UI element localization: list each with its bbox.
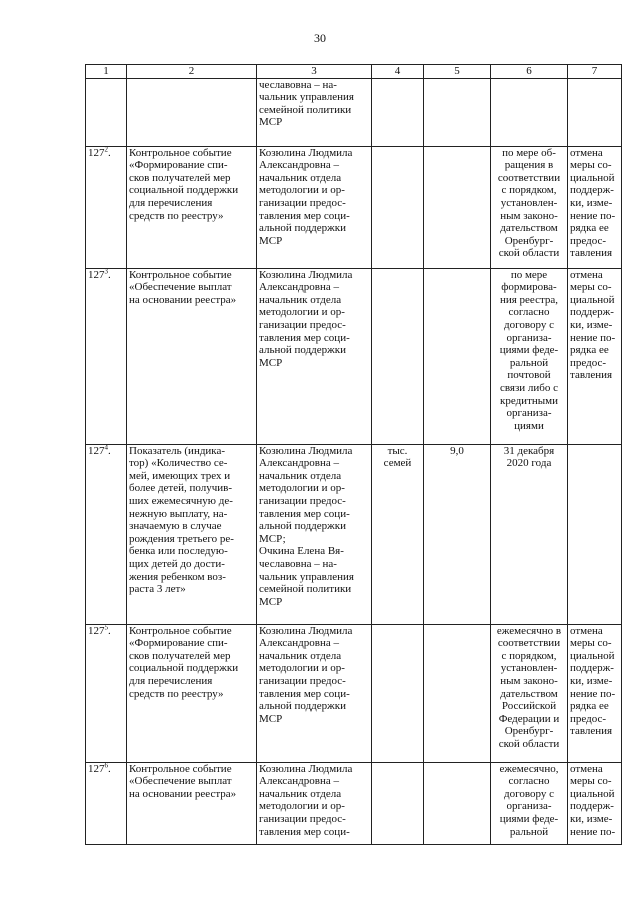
row-number-sup: 2 [104,146,108,153]
row-number-cell: $127^4$. [86,444,127,624]
header-row [86,65,622,79]
unit-text: тыс. семей [383,444,412,470]
risk-text: отмена меры со- циальной поддерж- ки, изме- нение по- [570,762,616,838]
row-number-cell [86,78,127,146]
table-row [86,78,622,146]
value-cell [424,146,491,268]
responsible-cell [257,146,372,268]
unit-cell [372,444,424,624]
risk-cell [568,78,622,146]
row-number-cell: $127^5$. [86,624,127,762]
deadline-cell [491,762,568,844]
risk-cell [568,624,622,762]
table-row [86,624,622,762]
deadline-cell [491,268,568,444]
data-table [85,64,622,845]
row-number-cell: $127^2$. [86,146,127,268]
row-number-sup: 5 [104,624,108,631]
name-cell [127,146,257,268]
risk-cell [568,444,622,624]
header-cell: 5 [424,65,491,79]
event-name: Контрольное событие «Обеспечение выплат на основании реестра» [129,268,237,306]
deadline-cell [491,624,568,762]
row-number: 127 [88,268,105,281]
deadline-cell [491,78,568,146]
responsible-text: чеславовна – на- чальник управления семейной политики МСР [259,78,354,129]
event-name: Контрольное событие «Формирование спи- сков получателей мер социальной поддержки для перечисления средств по реестру» [129,146,239,222]
name-cell [127,78,257,146]
deadline-text: по мере об- ращения в соответствии с порядком, установлен- ным законо- дательством Оренбург- ской области [497,146,561,260]
table-row [86,268,622,444]
row-number: 127 [88,146,105,159]
responsible-text: Козюлина Людмила Александровна – начальник отдела методологии и ор- ганизации предос- тавления мер соци- альной поддержки МСР [259,268,353,369]
deadline-text: 31 декабря 2020 года [503,444,555,470]
event-name: Контрольное событие «Формирование спи- сков получателей мер социальной поддержки для перечисления средств по реестру» [129,624,239,700]
page-number: 30 [314,31,326,45]
name-cell [127,268,257,444]
name-cell [127,444,257,624]
deadline-text: ежемесячно в соответствии с порядком, установлен- ным законо- дательством Российской Федерации и Оренбург- ской области [496,624,562,750]
deadline-text: ежемесячно, согласно договору с организа- циями феде- ральной [499,762,559,838]
row-number: 127 [88,624,105,637]
name-cell [127,624,257,762]
responsible-cell [257,624,372,762]
unit-cell [372,78,424,146]
responsible-cell [257,762,372,844]
value-text: 9,0 [450,444,464,457]
event-name: Контрольное событие «Обеспечение выплат на основании реестра» [129,762,237,800]
responsible-text: Козюлина Людмила Александровна – начальник отдела методологии и ор- ганизации предос- тавления мер соци- альной поддержки МСР; Очкина Елена Вя- чеславовна – на- чальник управления семейной политики МСР [259,444,354,608]
header-cell: 7 [568,65,622,79]
row-number-sup: 6 [104,762,108,769]
responsible-cell [257,78,372,146]
header-cell: 4 [372,65,424,79]
row-number-cell: $127^6$. [86,762,127,844]
name-cell [127,762,257,844]
responsible-cell [257,268,372,444]
table-row [86,444,622,624]
unit-cell [372,762,424,844]
risk-text: отмена меры со- циальной поддерж- ки, изме- нение по- рядка ее предос- тавления [570,146,616,260]
header-cell: 1 [86,65,127,79]
row-number-sup: 3 [104,268,108,275]
value-cell [424,624,491,762]
unit-cell [372,624,424,762]
risk-cell [568,268,622,444]
row-number: 127 [88,444,105,457]
risk-text: отмена меры со- циальной поддерж- ки, изме- нение по- рядка ее предос- тавления [570,268,616,382]
header-cell: 6 [491,65,568,79]
unit-cell [372,268,424,444]
risk-cell [568,146,622,268]
value-cell [424,78,491,146]
responsible-text: Козюлина Людмила Александровна – начальник отдела методологии и ор- ганизации предос- тавления мер соци- альной поддержки МСР [259,146,353,247]
indicator-name: Показатель (индика- тор) «Количество се- мей, имеющих трех и более детей, получив- ших ежемесячную де- нежную выплату, на- значаемую в случае рождения третьего ре- бенка или последую- щих детей до дости- жения ребенком воз- раста 3 лет» [129,444,234,596]
unit-cell [372,146,424,268]
header-cell: 2 [127,65,257,79]
table-row [86,146,622,268]
responsible-text: Козюлина Людмила Александровна – начальник отдела методологии и ор- ганизации предос- тавления мер соци- [259,762,353,838]
value-cell [424,762,491,844]
header-cell: 3 [257,65,372,79]
row-number-cell: $127^3$. [86,268,127,444]
deadline-cell [491,444,568,624]
risk-cell [568,762,622,844]
responsible-text: Козюлина Людмила Александровна – начальник отдела методологии и ор- ганизации предос- тавления мер соци- альной поддержки МСР [259,624,353,725]
risk-text: отмена меры со- циальной поддерж- ки, изме- нение по- рядка ее предос- тавления [570,624,616,738]
row-number: 127 [88,762,105,775]
row-number-sup: 4 [104,444,108,451]
responsible-cell [257,444,372,624]
deadline-cell [491,146,568,268]
value-cell [424,268,491,444]
value-cell [424,444,491,624]
deadline-text: по мере формирова- ния реестра, согласно договору с организа- циями феде- ральной почтовой связи либо с кредитными организа- циями [499,268,559,432]
table-row [86,762,622,844]
